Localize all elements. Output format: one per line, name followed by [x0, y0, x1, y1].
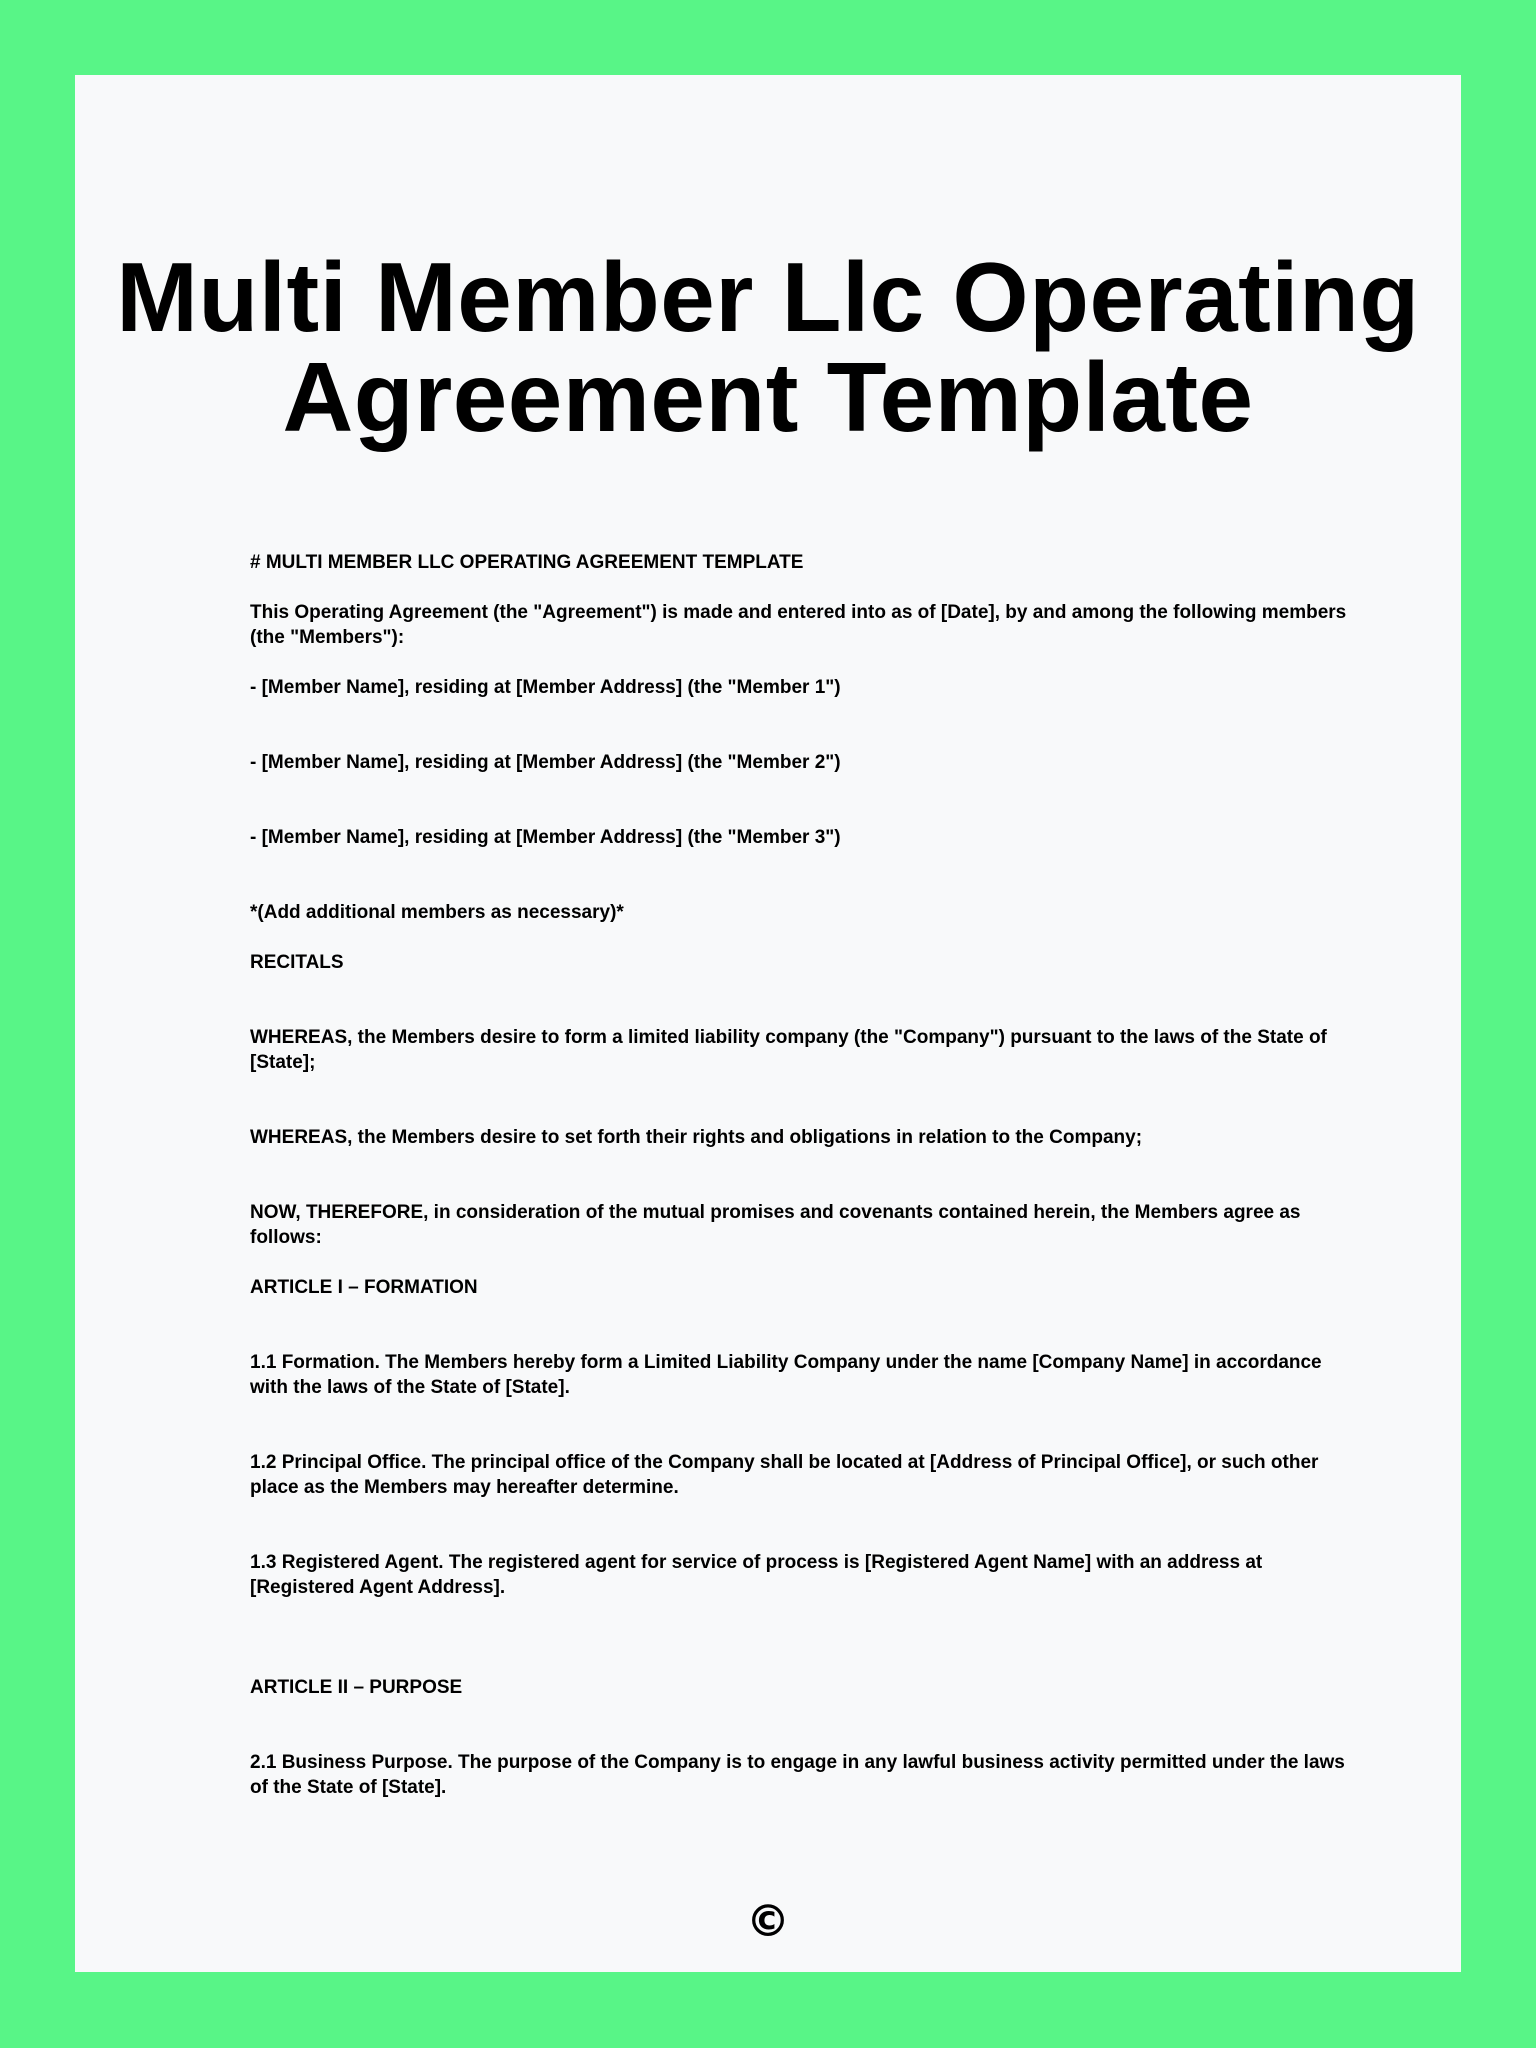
intro-paragraph: This Operating Agreement (the "Agreement") is made and entered into as of [Date], by and among the following members (the "Members"): [250, 602, 1347, 648]
document-body [250, 550, 1360, 1800]
recitals-heading: RECITALS [250, 952, 344, 973]
document-title: Multi Member Llc Operating Agreement Template [116, 242, 1420, 452]
member-3-line: - [Member Name], residing at [Member Address] (the "Member 3") [250, 827, 841, 848]
section-1-1: 1.1 Formation. The Members hereby form a Limited Liability Company under the name [Company Name] in accordance with the laws of the State of [State]. [250, 1352, 1322, 1398]
member-2-line: - [Member Name], residing at [Member Address] (the "Member 2") [250, 752, 841, 773]
document-heading: # MULTI MEMBER LLC OPERATING AGREEMENT TEMPLATE [250, 552, 804, 573]
recital-2: WHEREAS, the Members desire to set forth their rights and obligations in relation to the Company; [250, 1127, 1143, 1148]
section-2-1: 2.1 Business Purpose. The purpose of the Company is to engage in any lawful business activity permitted under the laws of the State of [State]. [250, 1752, 1345, 1798]
section-1-2: 1.2 Principal Office. The principal office of the Company shall be located at [Address of Principal Office], or such other place as the Members may hereafter determine. [250, 1452, 1319, 1498]
article-1-heading: ARTICLE I – FORMATION [250, 1277, 478, 1298]
recital-1: WHEREAS, the Members desire to form a limited liability company (the "Company") pursuant to the laws of the State of [State]; [250, 1027, 1327, 1073]
member-1-line: - [Member Name], residing at [Member Address] (the "Member 1") [250, 677, 841, 698]
now-therefore-paragraph: NOW, THEREFORE, in consideration of the mutual promises and covenants contained herein, the Members agree as follows: [250, 1202, 1301, 1248]
copyright-icon: © [746, 1896, 790, 1947]
article-2-heading: ARTICLE II – PURPOSE [250, 1677, 463, 1698]
additional-members-note: *(Add additional members as necessary)* [250, 902, 624, 923]
document-page [75, 75, 1461, 1972]
section-1-3: 1.3 Registered Agent. The registered agent for service of process is [Registered Agent Name] with an address at [Registered Agent Address]. [250, 1552, 1263, 1598]
